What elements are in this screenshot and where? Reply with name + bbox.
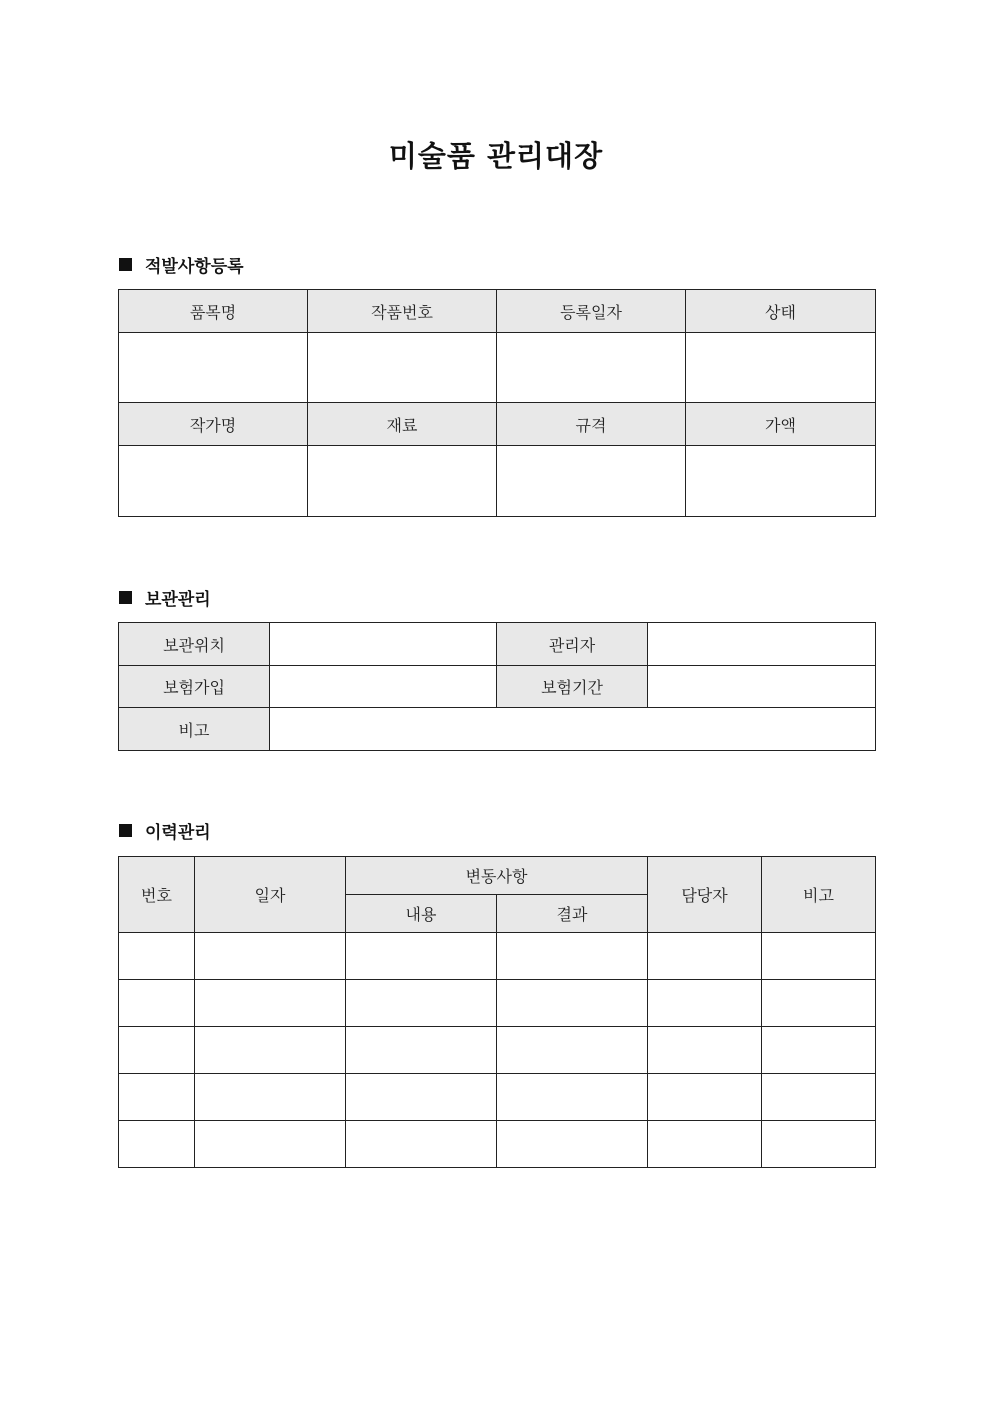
history-content-cell[interactable]	[346, 980, 497, 1027]
history-heading-text: 이력관리	[145, 822, 211, 843]
storage-table	[118, 622, 876, 751]
insurance-period-field[interactable]	[648, 666, 876, 708]
header-remarks: 비고	[762, 857, 876, 933]
history-remarks-cell[interactable]	[762, 1027, 876, 1074]
registration-value-row-2	[119, 446, 876, 517]
header-material: 재료	[308, 403, 497, 446]
insurance-field[interactable]	[270, 666, 497, 708]
storage-location-field[interactable]	[270, 623, 497, 666]
registration-heading-text: 적발사항등록	[145, 256, 244, 277]
registration-section-heading	[119, 252, 244, 276]
header-changes: 변동사항	[346, 857, 648, 895]
square-bullet-icon	[119, 258, 132, 271]
dimensions-field[interactable]	[497, 446, 686, 517]
history-date-cell[interactable]	[195, 933, 346, 980]
square-bullet-icon	[119, 591, 132, 604]
history-row	[119, 1027, 876, 1074]
history-remarks-cell[interactable]	[762, 933, 876, 980]
manager-label: 관리자	[497, 623, 648, 666]
history-content-cell[interactable]	[346, 933, 497, 980]
history-result-cell[interactable]	[497, 1074, 648, 1121]
history-number-cell[interactable]	[119, 980, 195, 1027]
item-name-field[interactable]	[119, 333, 308, 403]
history-row	[119, 980, 876, 1027]
registration-header-row-2	[119, 403, 876, 446]
history-result-cell[interactable]	[497, 933, 648, 980]
header-item-name: 품목명	[119, 290, 308, 333]
history-number-cell[interactable]	[119, 933, 195, 980]
storage-row-3	[119, 708, 876, 751]
history-row	[119, 933, 876, 980]
registration-value-row-1	[119, 333, 876, 403]
storage-remarks-label: 비고	[119, 708, 270, 751]
history-remarks-cell[interactable]	[762, 1121, 876, 1168]
storage-remarks-field[interactable]	[270, 708, 876, 751]
header-registration-date: 등록일자	[497, 290, 686, 333]
history-result-cell[interactable]	[497, 1121, 648, 1168]
history-remarks-cell[interactable]	[762, 980, 876, 1027]
header-person-in-charge: 담당자	[648, 857, 762, 933]
document-title: 미술품 관리대장	[388, 139, 604, 173]
header-artist-name: 작가명	[119, 403, 308, 446]
history-header-row-1	[119, 857, 876, 895]
artwork-number-field[interactable]	[308, 333, 497, 403]
square-bullet-icon	[119, 824, 132, 837]
header-dimensions: 규격	[497, 403, 686, 446]
header-content: 내용	[346, 895, 497, 933]
insurance-period-label: 보험기간	[497, 666, 648, 708]
history-result-cell[interactable]	[497, 980, 648, 1027]
history-person-cell[interactable]	[648, 980, 762, 1027]
header-artwork-number: 작품번호	[308, 290, 497, 333]
registration-table	[118, 289, 876, 517]
history-remarks-cell[interactable]	[762, 1074, 876, 1121]
history-person-cell[interactable]	[648, 1027, 762, 1074]
storage-section-heading	[119, 585, 211, 609]
storage-row-1	[119, 623, 876, 666]
manager-field[interactable]	[648, 623, 876, 666]
history-date-cell[interactable]	[195, 1121, 346, 1168]
registration-date-field[interactable]	[497, 333, 686, 403]
header-value: 가액	[686, 403, 876, 446]
history-person-cell[interactable]	[648, 1074, 762, 1121]
artist-name-field[interactable]	[119, 446, 308, 517]
header-status: 상태	[686, 290, 876, 333]
header-date: 일자	[195, 857, 346, 933]
history-table	[118, 856, 876, 1168]
history-content-cell[interactable]	[346, 1074, 497, 1121]
history-number-cell[interactable]	[119, 1074, 195, 1121]
history-content-cell[interactable]	[346, 1027, 497, 1074]
value-field[interactable]	[686, 446, 876, 517]
storage-heading-text: 보관관리	[145, 589, 211, 610]
history-number-cell[interactable]	[119, 1027, 195, 1074]
status-field[interactable]	[686, 333, 876, 403]
storage-location-label: 보관위치	[119, 623, 270, 666]
material-field[interactable]	[308, 446, 497, 517]
history-row	[119, 1074, 876, 1121]
history-row	[119, 1121, 876, 1168]
history-date-cell[interactable]	[195, 1074, 346, 1121]
history-content-cell[interactable]	[346, 1121, 497, 1168]
history-person-cell[interactable]	[648, 933, 762, 980]
history-date-cell[interactable]	[195, 980, 346, 1027]
history-result-cell[interactable]	[497, 1027, 648, 1074]
header-number: 번호	[119, 857, 195, 933]
storage-row-2	[119, 666, 876, 708]
history-person-cell[interactable]	[648, 1121, 762, 1168]
insurance-label: 보험가입	[119, 666, 270, 708]
history-section-heading	[119, 818, 211, 842]
history-number-cell[interactable]	[119, 1121, 195, 1168]
registration-header-row-1	[119, 290, 876, 333]
history-date-cell[interactable]	[195, 1027, 346, 1074]
header-result: 결과	[497, 895, 648, 933]
